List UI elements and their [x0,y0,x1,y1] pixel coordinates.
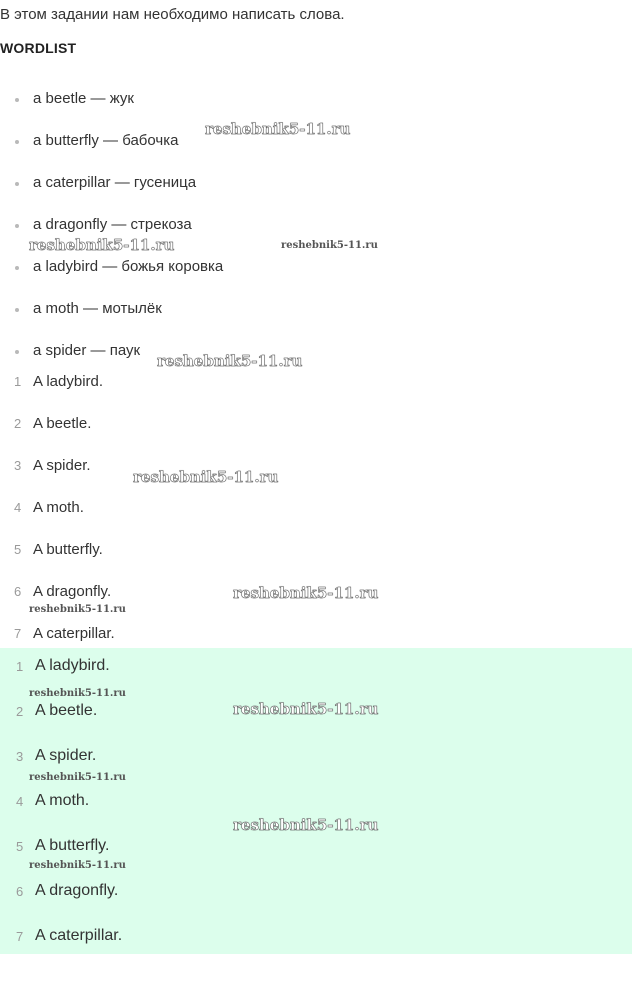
intro-text: В этом задании нам необходимо написать слова. [0,6,345,23]
item-number: 7 [14,626,22,641]
bullet-icon [15,350,19,354]
wordlist-entry: a butterfly — бабочка [33,132,179,149]
item-text: A caterpillar. [33,625,115,642]
item-number: 2 [14,416,22,431]
bullet-icon [15,224,19,228]
watermark: reshebnik5-11.ru [281,240,378,251]
answer-text: A dragonfly. [35,882,119,899]
bullet-icon [15,98,19,102]
watermark: reshebnik5-11.ru [233,584,379,602]
item-number: 6 [14,584,22,599]
watermark: reshebnik5-11.ru [29,604,126,615]
watermark: reshebnik5-11.ru [133,468,279,486]
wordlist-entry: a moth — мотылёк [33,300,162,317]
item-number: 4 [14,500,22,515]
item-text: A beetle. [33,415,92,432]
item-text: A spider. [33,457,91,474]
watermark: reshebnik5-11.ru [233,816,379,834]
watermark: reshebnik5-11.ru [29,236,175,254]
watermark: reshebnik5-11.ru [29,860,126,871]
watermark: reshebnik5-11.ru [157,352,303,370]
wordlist-entry: a caterpillar — гусеница [33,174,197,191]
bullet-icon [15,182,19,186]
answer-text: A butterfly. [35,837,110,854]
section-title: WORDLIST [0,40,77,56]
item-number: 1 [14,374,22,389]
item-text: A moth. [33,499,84,516]
watermark: reshebnik5-11.ru [205,120,351,138]
bullet-icon [15,140,19,144]
item-text: A butterfly. [33,541,103,558]
wordlist-entry: a dragonfly — стрекоза [33,216,192,233]
answer-number: 7 [16,929,24,944]
answer-number: 5 [16,839,24,854]
answer-text: A beetle. [35,702,98,719]
bullet-icon [15,266,19,270]
wordlist-entry: a beetle — жук [33,90,134,107]
answer-number: 6 [16,884,24,899]
answer-number: 4 [16,794,24,809]
watermark: reshebnik5-11.ru [29,688,126,699]
item-text: A ladybird. [33,373,104,390]
answer-number: 1 [16,659,24,674]
answer-box [0,648,632,954]
wordlist-entry: a ladybird — божья коровка [33,258,224,275]
answer-number: 2 [16,704,24,719]
answer-text: A ladybird. [35,657,110,674]
wordlist-entry: a spider — паук [33,342,141,359]
answer-text: A caterpillar. [35,927,123,944]
answer-text: A moth. [35,792,90,809]
item-text: A dragonfly. [33,583,112,600]
answer-text: A spider. [35,747,97,764]
watermark: reshebnik5-11.ru [29,772,126,783]
watermark: reshebnik5-11.ru [233,700,379,718]
item-number: 3 [14,458,22,473]
bullet-icon [15,308,19,312]
item-number: 5 [14,542,22,557]
answer-number: 3 [16,749,24,764]
